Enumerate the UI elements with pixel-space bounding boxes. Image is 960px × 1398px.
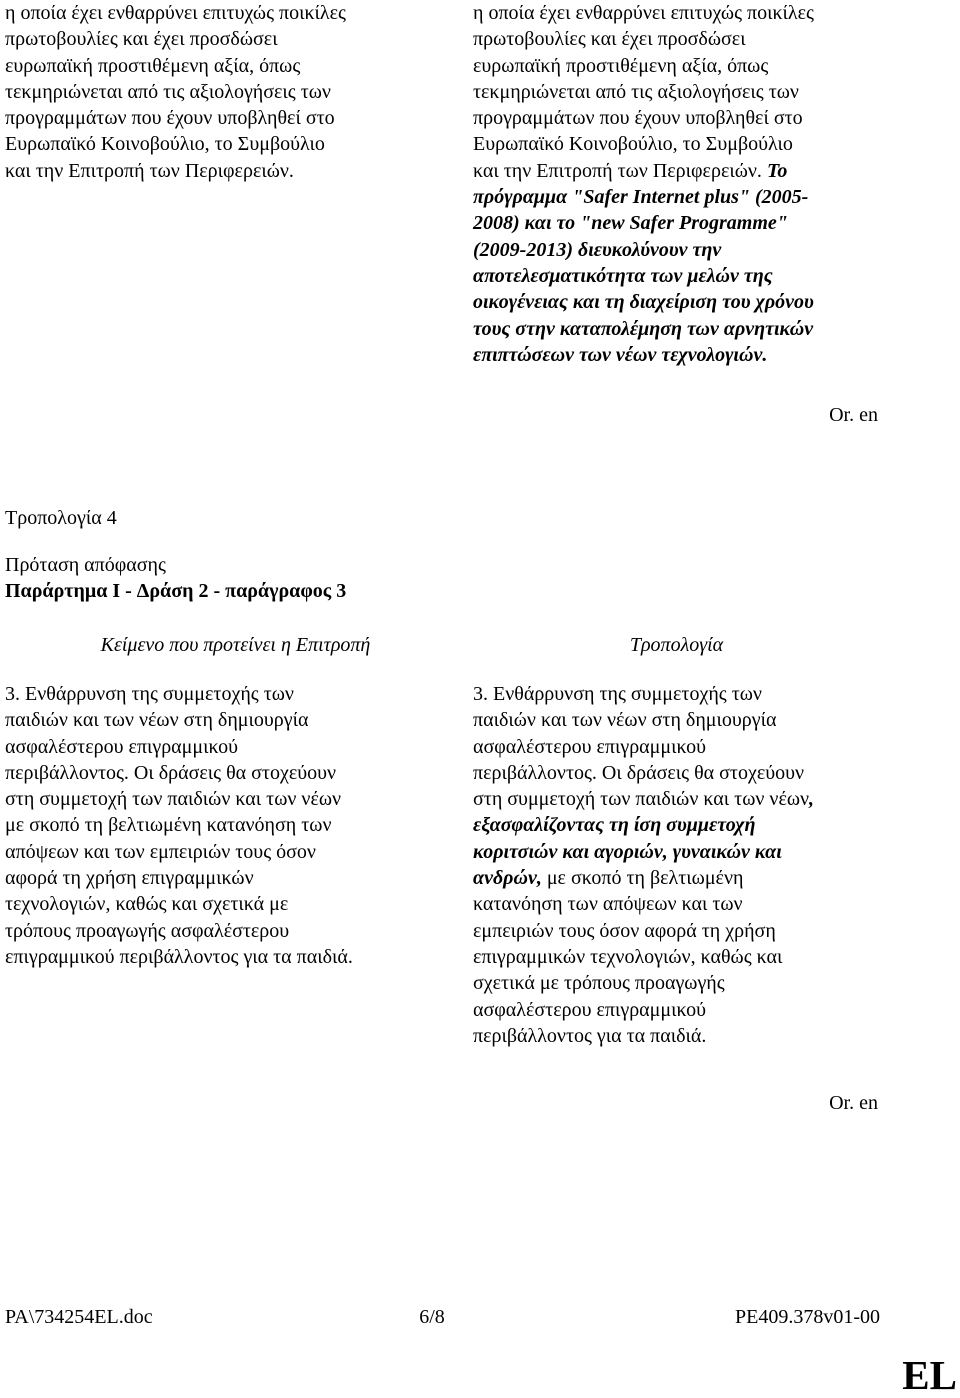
text-segment: εμπειριών τους όσον αφορά τη χρήση bbox=[473, 919, 776, 942]
text-line bbox=[5, 105, 466, 131]
text-line bbox=[473, 865, 880, 891]
amended-text: ανδρών, bbox=[473, 867, 542, 890]
text-segment: και την Επιτροπή των Περιφερειών. bbox=[5, 159, 294, 182]
amended-text: Το bbox=[766, 159, 788, 182]
text-line bbox=[473, 105, 880, 131]
text-line bbox=[5, 760, 466, 786]
amended-text: 2008) και το "new Safer Programme" bbox=[473, 212, 788, 235]
amended-text: εξασφαλίζοντας τη ίση συμμετοχή bbox=[473, 814, 756, 837]
text-segment: ασφαλέστερου επιγραμμικού bbox=[473, 735, 707, 758]
amended-text: επιπτώσεων των νέων τεχνολογιών. bbox=[473, 343, 768, 366]
commission-text-column bbox=[5, 681, 466, 970]
text-segment: με σκοπό τη βελτιωμένη bbox=[541, 867, 744, 890]
text-line bbox=[473, 1023, 880, 1049]
text-line bbox=[473, 316, 880, 342]
footer-document-reference: PE409.378v01-00 bbox=[735, 1306, 880, 1328]
text-line bbox=[5, 865, 466, 891]
text-line bbox=[5, 839, 466, 865]
text-segment: παιδιών και των νέων στη δημιουργία bbox=[5, 709, 309, 732]
text-segment: ευρωπαϊκή προστιθέμενη αξία, όπως bbox=[473, 54, 769, 77]
text-line bbox=[473, 707, 880, 733]
text-line bbox=[5, 681, 466, 707]
amendment-heading bbox=[5, 552, 346, 605]
text-segment: σχετικά με τρόπους προαγωγής bbox=[473, 972, 725, 995]
text-line bbox=[473, 263, 880, 289]
text-segment: απόψεων και των εμπειριών τους όσον bbox=[5, 840, 316, 863]
text-segment: πρωτοβουλίες και έχει προσδώσει bbox=[5, 28, 278, 51]
text-segment: στη συμμετοχή των παιδιών και των νέων bbox=[5, 788, 342, 811]
text-segment: η οποία έχει ενθαρρύνει επιτυχώς ποικίλες bbox=[473, 2, 814, 24]
text-segment: και την Επιτροπή των Περιφερειών. bbox=[473, 159, 767, 182]
amendment-title bbox=[5, 505, 117, 531]
text-line bbox=[5, 707, 466, 733]
footer-page-number: 6/8 bbox=[419, 1306, 445, 1328]
amended-text: αποτελεσματικότητα των μελών της bbox=[473, 264, 773, 287]
text-segment: τεχνολογιών, καθώς και σχετικά με bbox=[5, 893, 289, 916]
text-line bbox=[473, 0, 880, 26]
text-line bbox=[5, 944, 466, 970]
text-line bbox=[473, 681, 880, 707]
text-line bbox=[473, 131, 880, 157]
amendment-text-header: Τροπολογία bbox=[629, 634, 724, 656]
text-segment: προγραμμάτων που έχουν υποβληθεί στο bbox=[5, 107, 335, 130]
text-line bbox=[473, 210, 880, 236]
text-segment: στη συμμετοχή των παιδιών και των νέων bbox=[473, 788, 810, 811]
text-line bbox=[5, 734, 466, 760]
text-segment: τεκμηριώνεται από τις αξιολογήσεις των bbox=[5, 80, 331, 103]
language-code: EL bbox=[902, 1352, 957, 1398]
text-line bbox=[473, 918, 880, 944]
text-line bbox=[473, 26, 880, 52]
text-line bbox=[5, 786, 466, 812]
text-line bbox=[5, 131, 466, 157]
amended-text: πρόγραμμα "Safer Internet plus" (2005- bbox=[473, 186, 809, 209]
text-line bbox=[473, 53, 880, 79]
footer-file-name: PA\734254EL.doc bbox=[5, 1306, 153, 1328]
text-segment: περιβάλλοντος για τα παιδιά. bbox=[473, 1024, 707, 1047]
text-line bbox=[473, 184, 880, 210]
text-line bbox=[473, 891, 880, 917]
text-line bbox=[473, 158, 880, 184]
amended-text: (2009-2013) διευκολύνουν την bbox=[473, 238, 722, 261]
text-line bbox=[473, 734, 880, 760]
text-segment: με σκοπό τη βελτιωμένη κατανόηση των bbox=[5, 814, 332, 837]
text-line bbox=[473, 970, 880, 996]
text-line bbox=[473, 812, 880, 838]
text-line bbox=[473, 944, 880, 970]
text-segment: κατανόηση των απόψεων και των bbox=[473, 893, 743, 916]
proposal-label: Πρόταση απόφασης bbox=[5, 554, 166, 576]
text-line bbox=[5, 26, 466, 52]
text-segment: η οποία έχει ενθαρρύνει επιτυχώς ποικίλες bbox=[5, 2, 346, 24]
text-segment: τρόπους προαγωγής ασφαλέστερου bbox=[5, 919, 290, 942]
amended-text: οικογένειας και τη διαχείριση του χρόνου bbox=[473, 291, 814, 314]
text-segment: περιβάλλοντος. Οι δράσεις θα στοχεύουν bbox=[5, 761, 337, 784]
text-segment: ασφαλέστερου επιγραμμικού bbox=[473, 998, 707, 1021]
text-line bbox=[473, 79, 880, 105]
amended-text: , bbox=[809, 788, 815, 811]
text-segment: Ευρωπαϊκό Κοινοβούλιο, το Συμβούλιο bbox=[5, 133, 325, 156]
text-line bbox=[473, 760, 880, 786]
amended-text: τους στην καταπολέμηση των αρνητικών bbox=[473, 317, 814, 340]
text-line bbox=[5, 891, 466, 917]
text-segment: 3. Ενθάρρυνση της συμμετοχής των bbox=[5, 683, 294, 705]
text-line bbox=[473, 237, 880, 263]
text-line bbox=[473, 839, 880, 865]
text-segment: περιβάλλοντος. Οι δράσεις θα στοχεύουν bbox=[473, 761, 805, 784]
text-line bbox=[5, 812, 466, 838]
text-line bbox=[5, 158, 466, 184]
text-segment: Ευρωπαϊκό Κοινοβούλιο, το Συμβούλιο bbox=[473, 133, 793, 156]
text-line bbox=[473, 342, 880, 368]
text-segment: επιγραμμικών τεχνολογιών, καθώς και bbox=[473, 945, 783, 968]
original-language-note: Or. en bbox=[829, 404, 878, 426]
top-right-column bbox=[473, 0, 880, 368]
text-segment: ευρωπαϊκή προστιθέμενη αξία, όπως bbox=[5, 54, 301, 77]
text-line bbox=[5, 79, 466, 105]
amendment-title-text: Τροπολογία 4 bbox=[5, 507, 117, 529]
amended-text: κοριτσιών και αγοριών, γυναικών και bbox=[473, 840, 782, 863]
text-line bbox=[5, 0, 466, 26]
text-segment: παιδιών και των νέων στη δημιουργία bbox=[473, 709, 777, 732]
text-segment: 3. Ενθάρρυνση της συμμετοχής των bbox=[473, 683, 762, 705]
text-line bbox=[473, 786, 880, 812]
amendment-text-column bbox=[473, 681, 880, 1049]
text-segment: πρωτοβουλίες και έχει προσδώσει bbox=[473, 28, 746, 51]
text-segment: επιγραμμικού περιβάλλοντος για τα παιδιά. bbox=[5, 945, 353, 968]
text-line bbox=[473, 997, 880, 1023]
commission-text-header: Κείμενο που προτείνει η Επιτροπή bbox=[100, 634, 371, 656]
text-segment: προγραμμάτων που έχουν υποβληθεί στο bbox=[473, 107, 803, 130]
amendment-reference: Παράρτημα I - Δράση 2 - παράγραφος 3 bbox=[5, 580, 347, 603]
original-language-note: Or. en bbox=[829, 1092, 878, 1114]
text-line bbox=[473, 289, 880, 315]
text-line bbox=[5, 53, 466, 79]
top-left-column bbox=[5, 0, 466, 184]
text-segment: τεκμηριώνεται από τις αξιολογήσεις των bbox=[473, 80, 799, 103]
text-line bbox=[5, 918, 466, 944]
text-segment: αφορά τη χρήση επιγραμμικών bbox=[5, 867, 254, 890]
text-segment: ασφαλέστερου επιγραμμικού bbox=[5, 735, 239, 758]
